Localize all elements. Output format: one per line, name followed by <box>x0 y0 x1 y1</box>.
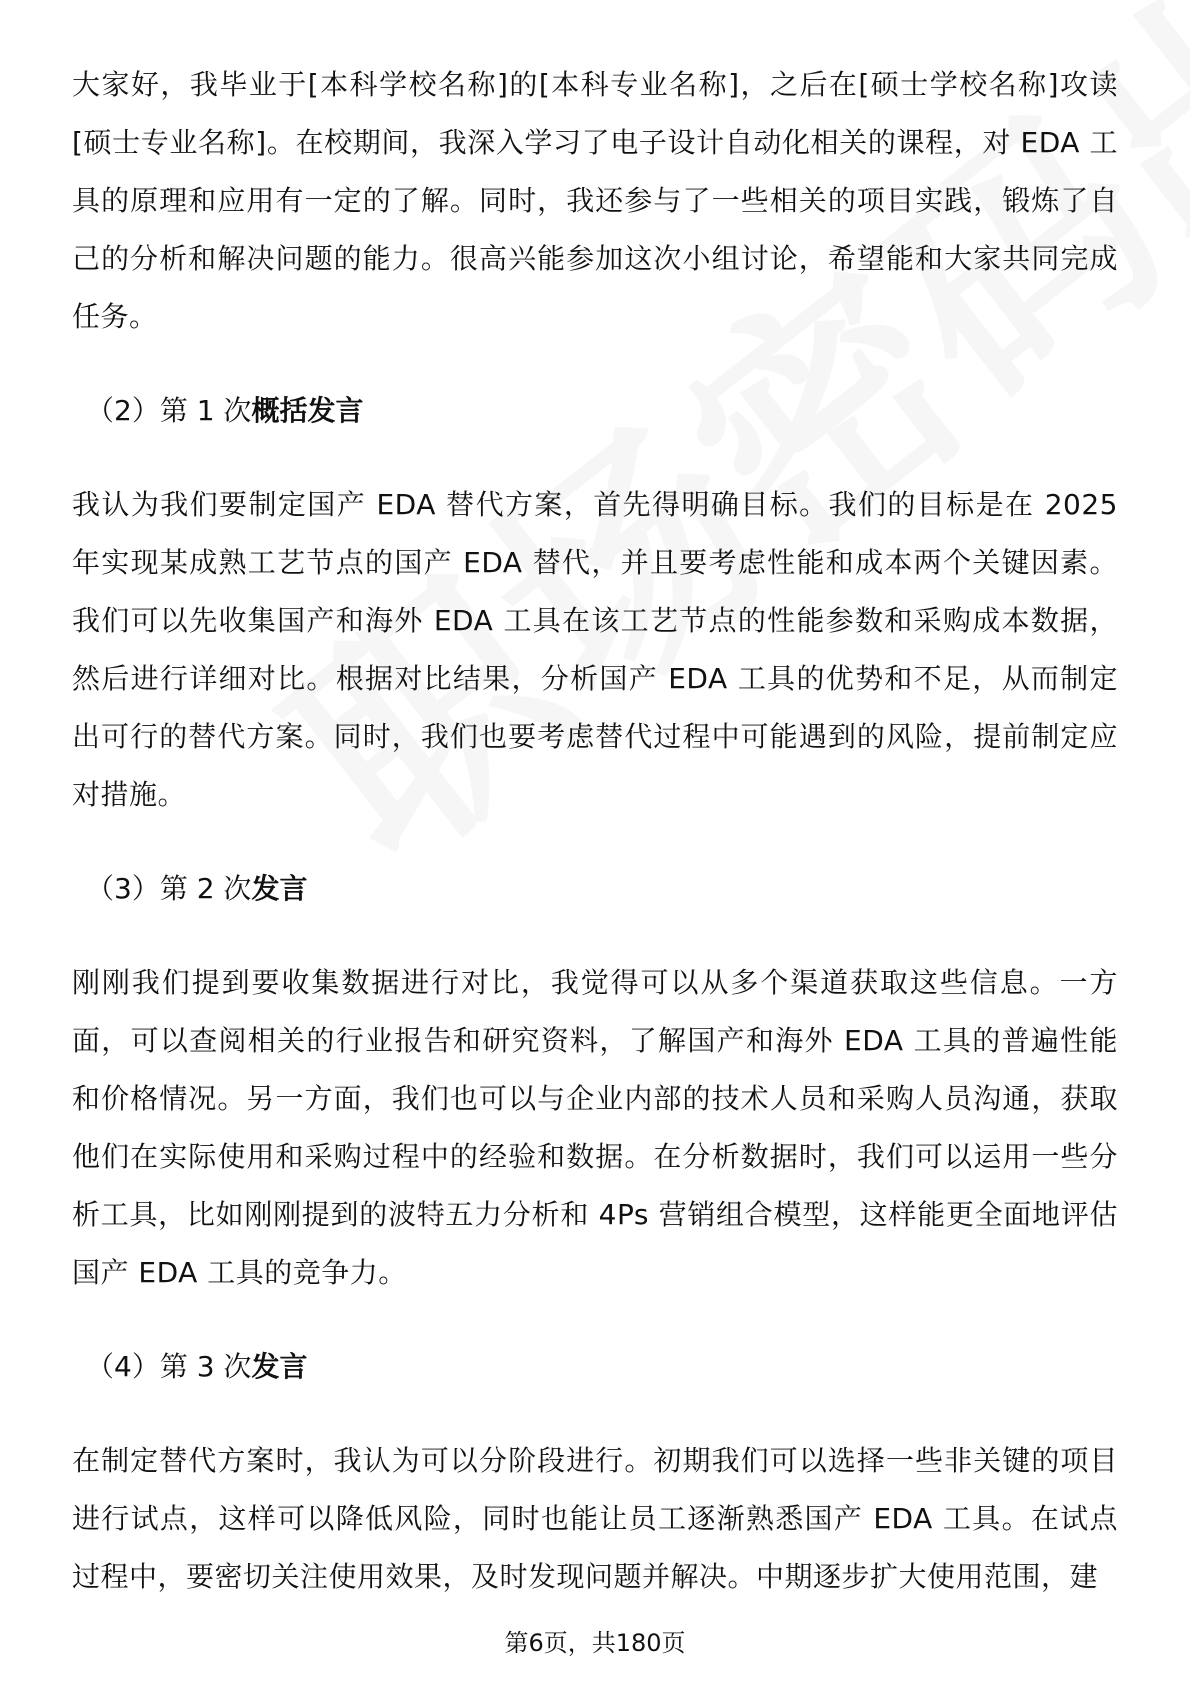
document-body <box>72 56 1118 1606</box>
section-heading-2-title: 概括发言 <box>251 394 364 427</box>
section-heading-3 <box>72 860 1118 918</box>
section-heading-4-prefix: （4）第 3 次 <box>86 1350 252 1383</box>
section-heading-4-title: 发言 <box>251 1350 308 1383</box>
section-heading-2-prefix: （2）第 1 次 <box>86 394 252 427</box>
paragraph-intro: 大家好，我毕业于[本科学校名称]的[本科专业名称]，之后在[硕士学校名称]攻读[硕士专业名称]。在校期间，我深入学习了电子设计自动化相关的课程，对 EDA 工具的原理和应用有一定的了解。同时，我还参与了一些相关的项目实践，锻炼了自己的分析和解决问题的能力。很高兴能参加这次小组讨论，希望能和大家共同完成任务。 <box>72 68 1118 333</box>
section-heading-2 <box>72 382 1118 440</box>
paragraph-speech-1: 我认为我们要制定国产 EDA 替代方案，首先得明确目标。我们的目标是在 2025 年实现某成熟工艺节点的国产 EDA 替代，并且要考虑性能和成本两个关键因素。我们可以先收集国产和海外 EDA 工具在该工艺节点的性能参数和采购成本数据，然后进行详细对比。根据对比结果，分析国产 EDA 工具的优势和不足，从而制定出可行的替代方案。同时，我们也要考虑替代过程中可能遇到的风险，提前制定应对措施。 <box>72 488 1118 811</box>
section-heading-3-prefix: （3）第 2 次 <box>86 872 252 905</box>
paragraph-speech-3: 在制定替代方案时，我认为可以分阶段进行。初期我们可以选择一些非关键的项目进行试点，这样可以降低风险，同时也能让员工逐渐熟悉国产 EDA 工具。在试点过程中，要密切关注使用效果，及时发现问题并解决。中期逐步扩大使用范围，建 <box>72 1444 1118 1593</box>
section-heading-3-title: 发言 <box>251 872 308 905</box>
section-heading-4 <box>72 1338 1118 1396</box>
page-number-footer: 第6页，共180页 <box>504 1629 686 1657</box>
paragraph-speech-2: 刚刚我们提到要收集数据进行对比，我觉得可以从多个渠道获取这些信息。一方面，可以查阅相关的行业报告和研究资料，了解国产和海外 EDA 工具的普遍性能和价格情况。另一方面，我们也可以与企业内部的技术人员和采购人员沟通，获取他们在实际使用和采购过程中的经验和数据。在分析数据时，我们可以运用一些分析工具，比如刚刚提到的波特五力分析和 4Ps 营销组合模型，这样能更全面地评估国产 EDA 工具的竞争力。 <box>72 966 1118 1289</box>
